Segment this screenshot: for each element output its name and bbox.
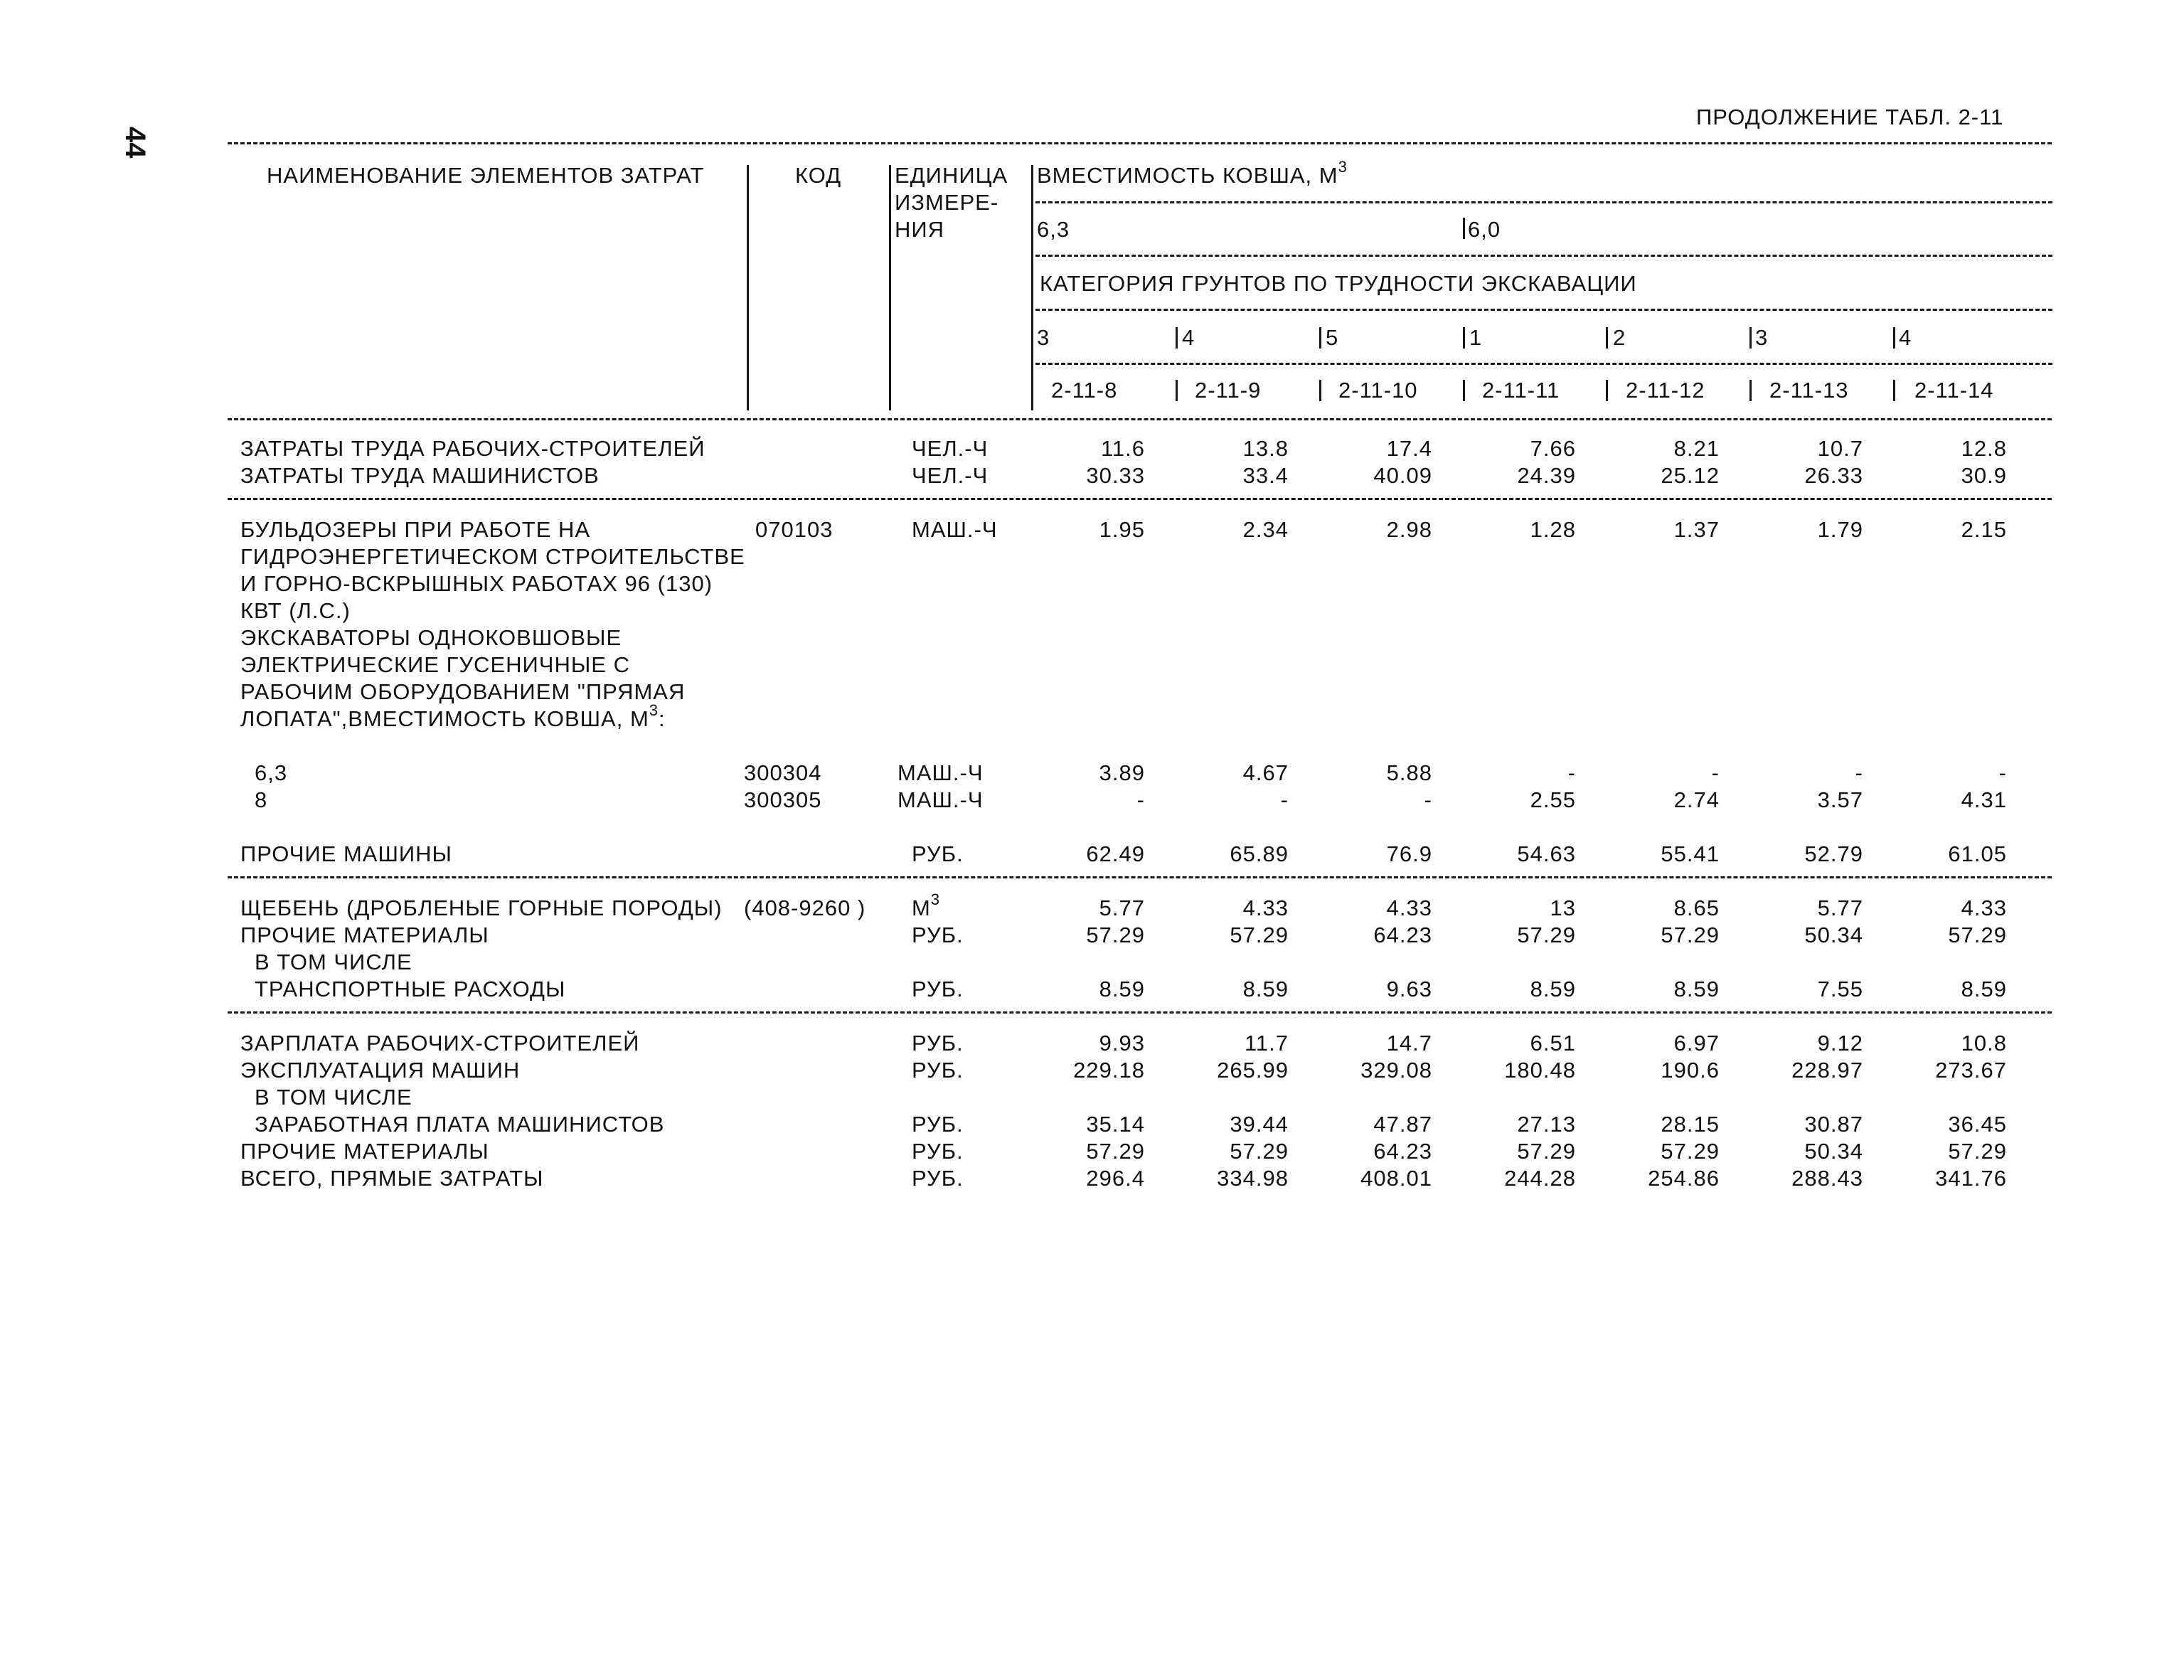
value-cell: - (1711, 760, 1720, 785)
value-cell: 28.15 (1661, 1112, 1720, 1137)
value-cell: 9.93 (1099, 1031, 1145, 1056)
value-cell: 229.18 (1073, 1058, 1145, 1083)
cat-bar (1463, 327, 1465, 349)
value-cell: 5.77 (1099, 895, 1145, 920)
value-cell: 50.34 (1804, 923, 1863, 947)
value-cell: 8.59 (1961, 977, 2007, 1001)
capacity-bar (1463, 218, 1465, 239)
category-1: 3 (1037, 325, 1050, 350)
category-title: КАТЕГОРИЯ ГРУНТОВ ПО ТРУДНОСТИ ЭКСКАВАЦИИ (1040, 271, 1637, 296)
value-cell: 4.33 (1386, 895, 1432, 920)
value-cell: 9.63 (1386, 977, 1432, 1001)
unit: РУБ. (912, 977, 964, 1001)
category-3: 5 (1326, 325, 1339, 350)
header-bar-3 (1031, 165, 1033, 410)
value-cell: 4.33 (1242, 895, 1289, 920)
page-number: 44 (119, 127, 151, 159)
row-excavator-8: 8 (255, 787, 268, 812)
row-excavators-line: ЭЛЕКТРИЧЕСКИЕ ГУСЕНИЧНЫЕ С (240, 652, 630, 677)
header-bar-2 (889, 165, 891, 410)
value-cell: 62.49 (1086, 841, 1145, 866)
row-including: В ТОМ ЧИСЛЕ (255, 1085, 412, 1110)
value-cell: 50.34 (1804, 1139, 1863, 1164)
header-unit-3: НИЯ (895, 217, 945, 242)
header-unit-2: ИЗМЕРЕ- (895, 190, 999, 215)
code-6: 2-11-13 (1769, 378, 1849, 403)
row-wages-workers: ЗАРПЛАТА РАБОЧИХ-СТРОИТЕЛЕЙ (240, 1031, 640, 1056)
value-cell: 5.88 (1386, 760, 1432, 785)
category-6: 3 (1755, 325, 1769, 350)
value-cell: 2.74 (1673, 787, 1720, 812)
row-bulldozers-line: БУЛЬДОЗЕРЫ ПРИ РАБОТЕ НА (240, 517, 591, 542)
value-cell: 39.44 (1230, 1112, 1289, 1137)
value-cell: 76.9 (1386, 841, 1432, 866)
value-cell: 228.97 (1791, 1058, 1863, 1083)
value-cell: 6.51 (1530, 1031, 1576, 1056)
value-cell: 52.79 (1804, 841, 1863, 866)
value-cell: 47.87 (1373, 1112, 1432, 1137)
value-cell: 33.4 (1242, 463, 1289, 488)
code-bar (1031, 380, 1033, 401)
value-cell: 26.33 (1804, 463, 1863, 488)
rule-sep-2 (228, 876, 2052, 878)
code-5: 2-11-12 (1626, 378, 1705, 403)
value-cell: 40.09 (1373, 463, 1432, 488)
code: 300304 (744, 760, 822, 785)
value-cell: 329.08 (1360, 1058, 1432, 1083)
value-cell: 30.87 (1804, 1112, 1863, 1137)
value-cell: 8.59 (1673, 977, 1720, 1001)
rule-top (228, 142, 2052, 144)
rule-h4 (1035, 363, 2052, 365)
row-including: В ТОМ ЧИСЛЕ (255, 950, 412, 974)
unit: РУБ. (912, 1031, 964, 1056)
value-cell: - (1998, 760, 2007, 785)
value-cell: 2.15 (1961, 517, 2007, 542)
value-cell: 64.23 (1373, 923, 1432, 947)
value-cell: - (1136, 787, 1145, 812)
value-cell: 180.48 (1504, 1058, 1576, 1083)
code-1: 2-11-8 (1051, 378, 1118, 403)
value-cell: 30.33 (1086, 463, 1145, 488)
value-cell: 57.29 (1948, 1139, 2007, 1164)
value-cell: 25.12 (1661, 463, 1720, 488)
value-cell: - (1855, 760, 1863, 785)
value-cell: 57.29 (1517, 1139, 1576, 1164)
value-cell: 265.99 (1217, 1058, 1289, 1083)
value-cell: 5.77 (1817, 895, 1863, 920)
unit: РУБ. (912, 923, 964, 947)
value-cell: 55.41 (1661, 841, 1720, 866)
code-bar (1463, 380, 1465, 401)
value-cell: 3.57 (1817, 787, 1863, 812)
value-cell: 12.8 (1961, 436, 2007, 461)
value-cell: 13 (1550, 895, 1576, 920)
value-cell: 9.12 (1817, 1031, 1863, 1056)
value-cell: 17.4 (1386, 436, 1432, 461)
unit: РУБ. (912, 1058, 964, 1083)
unit: ЧЕЛ.-Ч (912, 463, 989, 488)
code-2: 2-11-9 (1195, 378, 1262, 403)
row-bulldozers-line: И ГОРНО-ВСКРЫШНЫХ РАБОТАХ 96 (130) (240, 571, 713, 596)
value-cell: 273.67 (1935, 1058, 2007, 1083)
value-cell: 57.29 (1230, 923, 1289, 947)
header-name: НАИМЕНОВАНИЕ ЭЛЕМЕНТОВ ЗАТРАТ (267, 163, 705, 188)
rule-header-bottom (228, 418, 2052, 420)
value-cell: 4.33 (1961, 895, 2007, 920)
code: 070103 (755, 517, 833, 542)
code: (408-9260 ) (744, 895, 866, 920)
cat-bar (1606, 327, 1608, 349)
value-cell: - (1424, 787, 1432, 812)
category-4: 1 (1469, 325, 1483, 350)
value-cell: 408.01 (1360, 1166, 1432, 1191)
value-cell: 30.9 (1961, 463, 2007, 488)
row-other-materials-2: ПРОЧИЕ МАТЕРИАЛЫ (240, 1139, 489, 1164)
code-bar (1319, 380, 1321, 401)
row-excavator-6-3: 6,3 (255, 760, 288, 785)
value-cell: 36.45 (1948, 1112, 2007, 1137)
row-excavators-line: ЭКСКАВАТОРЫ ОДНОКОВШОВЫЕ (240, 625, 622, 650)
row-labor-workers: ЗАТРАТЫ ТРУДА РАБОЧИХ-СТРОИТЕЛЕЙ (240, 436, 705, 461)
value-cell: 61.05 (1948, 841, 2007, 866)
value-cell: 35.14 (1086, 1112, 1145, 1137)
value-cell: 6.97 (1673, 1031, 1720, 1056)
row-labor-operators: ЗАТРАТЫ ТРУДА МАШИНИСТОВ (240, 463, 600, 488)
value-cell: 7.55 (1817, 977, 1863, 1001)
header-capacity: ВМЕСТИМОСТЬ КОВША, $М^3$ (1037, 157, 1348, 188)
row-other-machines: ПРОЧИЕ МАШИНЫ (240, 841, 452, 866)
unit: ЧЕЛ.-Ч (912, 436, 989, 461)
unit: РУБ. (912, 841, 964, 866)
value-cell: 57.29 (1230, 1139, 1289, 1164)
value-cell: 11.6 (1100, 436, 1145, 461)
value-cell: 4.67 (1242, 760, 1289, 785)
unit: РУБ. (912, 1166, 964, 1191)
code-7: 2-11-14 (1914, 378, 1994, 403)
row-other-materials: ПРОЧИЕ МАТЕРИАЛЫ (240, 923, 489, 947)
value-cell: 57.29 (1086, 923, 1145, 947)
value-cell: 4.31 (1961, 787, 2007, 812)
value-cell: 24.39 (1517, 463, 1576, 488)
category-5: 2 (1613, 325, 1626, 350)
value-cell: 57.29 (1517, 923, 1576, 947)
value-cell: - (1280, 787, 1289, 812)
value-cell: 57.29 (1948, 923, 2007, 947)
value-cell: 57.29 (1086, 1139, 1145, 1164)
value-cell: 10.8 (1961, 1031, 2007, 1056)
value-cell: 57.29 (1661, 923, 1720, 947)
value-cell: 54.63 (1517, 841, 1576, 866)
value-cell: - (1567, 760, 1576, 785)
cat-bar (1893, 327, 1895, 349)
value-cell: 13.8 (1242, 436, 1289, 461)
value-cell: 1.37 (1673, 517, 1720, 542)
unit: РУБ. (912, 1139, 964, 1164)
value-cell: 1.79 (1817, 517, 1863, 542)
unit: $М^3$ (912, 890, 941, 920)
value-cell: 8.21 (1673, 436, 1720, 461)
value-cell: 244.28 (1504, 1166, 1576, 1191)
row-machine-operation: ЭКСПЛУАТАЦИЯ МАШИН (240, 1058, 521, 1083)
cat-bar (1176, 327, 1178, 349)
value-cell: 1.28 (1530, 517, 1576, 542)
code-bar (1176, 380, 1178, 401)
value-cell: 27.13 (1517, 1112, 1576, 1137)
value-cell: 64.23 (1373, 1139, 1432, 1164)
code-3: 2-11-10 (1338, 378, 1418, 403)
value-cell: 57.29 (1661, 1139, 1720, 1164)
rule-sep-1 (228, 498, 2052, 500)
value-cell: 2.55 (1530, 787, 1576, 812)
row-operator-wages: ЗАРАБОТНАЯ ПЛАТА МАШИНИСТОВ (255, 1112, 665, 1137)
value-cell: 3.89 (1099, 760, 1145, 785)
value-cell: 8.65 (1673, 895, 1720, 920)
unit: РУБ. (912, 1112, 964, 1137)
value-cell: 10.7 (1817, 436, 1863, 461)
value-cell: 7.66 (1530, 436, 1576, 461)
code-4: 2-11-11 (1482, 378, 1560, 403)
continuation-label: ПРОДОЛЖЕНИЕ ТАБЛ. 2-11 (1696, 105, 2004, 129)
value-cell: 296.4 (1086, 1166, 1145, 1191)
unit: МАШ.-Ч (897, 787, 984, 812)
code-bar (1893, 380, 1895, 401)
row-bulldozers-line: ГИДРОЭНЕРГЕТИЧЕСКОМ СТРОИТЕЛЬСТВЕ (240, 544, 745, 569)
row-crushed-stone: ЩЕБЕНЬ (ДРОБЛЕНЫЕ ГОРНЫЕ ПОРОДЫ) (240, 895, 723, 920)
category-7: 4 (1899, 325, 1912, 350)
value-cell: 190.6 (1661, 1058, 1720, 1083)
rule-sep-3 (228, 1011, 2052, 1014)
rule-h3 (1035, 309, 2052, 311)
rule-h1 (1035, 201, 2052, 203)
value-cell: 14.7 (1386, 1031, 1432, 1056)
code-bar (1749, 380, 1752, 401)
value-cell: 8.59 (1099, 977, 1145, 1001)
value-cell: 8.59 (1242, 977, 1289, 1001)
value-cell: 254.86 (1648, 1166, 1720, 1191)
value-cell: 2.98 (1386, 517, 1432, 542)
row-bulldozers-line: КВТ (Л.С.) (240, 598, 351, 623)
value-cell: 65.89 (1230, 841, 1289, 866)
row-total-direct-costs: ВСЕГО, ПРЯМЫЕ ЗАТРАТЫ (240, 1166, 544, 1191)
header-bar-1 (747, 165, 749, 410)
row-transport: ТРАНСПОРТНЫЕ РАСХОДЫ (255, 977, 566, 1001)
capacity-1: 6,3 (1037, 217, 1070, 242)
unit: МАШ.-Ч (897, 760, 984, 785)
cat-bar (1749, 327, 1752, 349)
header-code: КОД (795, 163, 842, 188)
code-bar (1606, 380, 1608, 401)
header-unit-1: ЕДИНИЦА (895, 163, 1008, 188)
value-cell: 2.34 (1242, 517, 1289, 542)
value-cell: 341.76 (1935, 1166, 2007, 1191)
category-2: 4 (1182, 325, 1195, 350)
value-cell: 8.59 (1530, 977, 1576, 1001)
value-cell: 1.95 (1099, 517, 1145, 542)
capacity-2: 6,0 (1468, 217, 1501, 242)
rule-h2 (1035, 255, 2052, 257)
code: 300305 (744, 787, 822, 812)
row-excavators-line: РАБОЧИМ ОБОРУДОВАНИЕМ "ПРЯМАЯ (240, 679, 686, 704)
value-cell: 11.7 (1244, 1031, 1289, 1056)
cat-bar (1319, 327, 1321, 349)
value-cell: 288.43 (1791, 1166, 1863, 1191)
unit: МАШ.-Ч (912, 517, 998, 542)
value-cell: 334.98 (1217, 1166, 1289, 1191)
row-excavators-line: ЛОПАТА",ВМЕСТИМОСТЬ КОВША, $М^3$: (240, 701, 666, 731)
